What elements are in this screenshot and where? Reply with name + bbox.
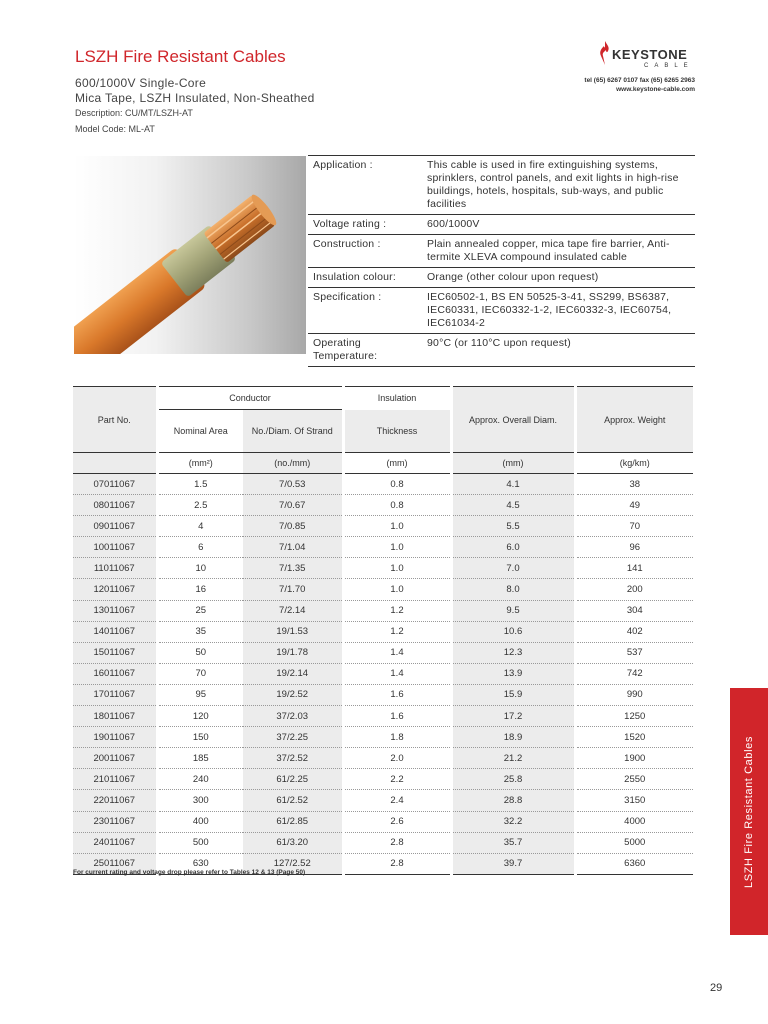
part-no-cell: 24011067 bbox=[73, 832, 157, 853]
overall-diam-cell: 35.7 bbox=[451, 832, 575, 853]
page-title: LSZH Fire Resistant Cables bbox=[75, 47, 286, 66]
weight-cell: 2550 bbox=[575, 769, 693, 790]
weight-cell: 1250 bbox=[575, 706, 693, 727]
spec-value: Plain annealed copper, mica tape fire barrier, Anti-termite XLEVA compound insulated cable bbox=[427, 238, 670, 263]
strand-cell: 7/1.35 bbox=[243, 558, 343, 579]
table-row bbox=[73, 706, 693, 727]
model-code: Model Code: ML-AT bbox=[75, 124, 155, 134]
overall-diam-cell: 28.8 bbox=[451, 790, 575, 811]
spec-value: IEC60502-1, BS EN 50525-3-41, SS299, BS6387, IEC60331, IEC60332-1-2, IEC60332-3, IEC60754, IEC61034-2 bbox=[427, 291, 672, 329]
unit-weight: (kg/km) bbox=[575, 453, 693, 474]
spec-row bbox=[308, 156, 695, 215]
weight-cell: 200 bbox=[575, 579, 693, 600]
part-no-cell: 09011067 bbox=[73, 516, 157, 537]
overall-diam-cell: 18.9 bbox=[451, 727, 575, 748]
nominal-area-cell: 300 bbox=[157, 790, 243, 811]
thickness-cell: 2.2 bbox=[343, 769, 451, 790]
overall-diam-cell: 7.0 bbox=[451, 558, 575, 579]
thickness-cell: 1.8 bbox=[343, 727, 451, 748]
weight-cell: 4000 bbox=[575, 811, 693, 832]
weight-cell: 96 bbox=[575, 537, 693, 558]
weight-cell: 304 bbox=[575, 600, 693, 621]
strand-cell: 37/2.03 bbox=[243, 706, 343, 727]
cable-data-table bbox=[73, 386, 693, 875]
unit-overall-diam: (mm) bbox=[451, 453, 575, 474]
contact-website: www.keystone-cable.com bbox=[616, 86, 695, 93]
strand-cell: 7/2.14 bbox=[243, 600, 343, 621]
table-row bbox=[73, 663, 693, 684]
table-row bbox=[73, 811, 693, 832]
table-row bbox=[73, 748, 693, 769]
overall-diam-cell: 15.9 bbox=[451, 684, 575, 705]
table-row bbox=[73, 642, 693, 663]
spec-label: Construction : bbox=[313, 238, 381, 250]
nominal-area-cell: 25 bbox=[157, 600, 243, 621]
strand-cell: 61/3.20 bbox=[243, 832, 343, 853]
subtitle-voltage: 600/1000V Single-Core bbox=[75, 76, 207, 90]
overall-diam-cell: 39.7 bbox=[451, 853, 575, 874]
nominal-area-cell: 185 bbox=[157, 748, 243, 769]
spec-value: 90°C (or 110°C upon request) bbox=[427, 337, 571, 349]
nominal-area-cell: 240 bbox=[157, 769, 243, 790]
spec-row bbox=[308, 288, 695, 334]
overall-diam-cell: 4.1 bbox=[451, 474, 575, 495]
strand-cell: 7/1.70 bbox=[243, 579, 343, 600]
strand-cell: 19/2.14 bbox=[243, 663, 343, 684]
thickness-cell: 1.6 bbox=[343, 706, 451, 727]
spec-row bbox=[308, 334, 695, 367]
strand-cell: 7/0.53 bbox=[243, 474, 343, 495]
table-row bbox=[73, 474, 693, 495]
flame-icon bbox=[598, 40, 612, 66]
part-no-cell: 18011067 bbox=[73, 706, 157, 727]
page-number: 29 bbox=[710, 982, 723, 994]
side-tab-label: LSZH Fire Resistant Cables bbox=[743, 736, 755, 888]
overall-diam-cell: 10.6 bbox=[451, 621, 575, 642]
nominal-area-cell: 2.5 bbox=[157, 495, 243, 516]
strand-cell: 7/0.67 bbox=[243, 495, 343, 516]
table-row bbox=[73, 600, 693, 621]
nominal-area-cell: 120 bbox=[157, 706, 243, 727]
nominal-area-cell: 150 bbox=[157, 727, 243, 748]
part-no-cell: 10011067 bbox=[73, 537, 157, 558]
part-no-cell: 07011067 bbox=[73, 474, 157, 495]
spec-row bbox=[308, 268, 695, 288]
overall-diam-cell: 6.0 bbox=[451, 537, 575, 558]
thickness-cell: 1.2 bbox=[343, 600, 451, 621]
part-no-cell: 21011067 bbox=[73, 769, 157, 790]
overall-diam-cell: 12.3 bbox=[451, 642, 575, 663]
table-body bbox=[73, 474, 693, 875]
spec-label: Voltage rating : bbox=[313, 218, 387, 230]
nominal-area-cell: 70 bbox=[157, 663, 243, 684]
nominal-area-cell: 500 bbox=[157, 832, 243, 853]
part-no-cell: 14011067 bbox=[73, 621, 157, 642]
subtitle-construction: Mica Tape, LSZH Insulated, Non-Sheathed bbox=[75, 91, 315, 105]
footnote: For current rating and voltage drop please refer to Tables 12 & 13 (Page 50) bbox=[73, 869, 306, 876]
strand-cell: 61/2.25 bbox=[243, 769, 343, 790]
part-no-cell: 08011067 bbox=[73, 495, 157, 516]
part-no-cell: 12011067 bbox=[73, 579, 157, 600]
description-code: Description: CU/MT/LSZH-AT bbox=[75, 108, 193, 118]
strand-cell: 19/2.52 bbox=[243, 684, 343, 705]
header-insulation: Insulation bbox=[343, 387, 451, 410]
overall-diam-cell: 32.2 bbox=[451, 811, 575, 832]
overall-diam-cell: 21.2 bbox=[451, 748, 575, 769]
table-row bbox=[73, 516, 693, 537]
thickness-cell: 0.8 bbox=[343, 495, 451, 516]
unit-no-diam: (no./mm) bbox=[243, 453, 343, 474]
thickness-cell: 1.4 bbox=[343, 642, 451, 663]
strand-cell: 19/1.53 bbox=[243, 621, 343, 642]
strand-cell: 61/2.85 bbox=[243, 811, 343, 832]
header-overall-diam: Approx. Overall Diam. bbox=[451, 387, 575, 453]
weight-cell: 5000 bbox=[575, 832, 693, 853]
nominal-area-cell: 6 bbox=[157, 537, 243, 558]
table-row bbox=[73, 684, 693, 705]
part-no-cell: 25011067 bbox=[73, 853, 157, 874]
header-no-diam: No./Diam. Of Strand bbox=[243, 410, 343, 453]
thickness-cell: 1.0 bbox=[343, 516, 451, 537]
weight-cell: 3150 bbox=[575, 790, 693, 811]
weight-cell: 537 bbox=[575, 642, 693, 663]
overall-diam-cell: 8.0 bbox=[451, 579, 575, 600]
part-no-cell: 11011067 bbox=[73, 558, 157, 579]
brand-name: KEYSTONE bbox=[612, 47, 688, 62]
part-no-cell: 22011067 bbox=[73, 790, 157, 811]
header-thickness: Thickness bbox=[343, 410, 451, 453]
contact-phone: tel (65) 6267 0107 fax (65) 6265 2963 bbox=[584, 77, 695, 84]
thickness-cell: 2.6 bbox=[343, 811, 451, 832]
thickness-cell: 1.0 bbox=[343, 537, 451, 558]
strand-cell: 37/2.25 bbox=[243, 727, 343, 748]
part-no-cell: 23011067 bbox=[73, 811, 157, 832]
spec-value: This cable is used in fire extinguishing systems, sprinklers, control panels, and exit lights in high-rise buildings, hotels, hospitals, sub-ways, and public facilities bbox=[427, 159, 679, 210]
strand-cell: 19/1.78 bbox=[243, 642, 343, 663]
part-no-cell: 17011067 bbox=[73, 684, 157, 705]
thickness-cell: 1.2 bbox=[343, 621, 451, 642]
strand-cell: 61/2.52 bbox=[243, 790, 343, 811]
weight-cell: 49 bbox=[575, 495, 693, 516]
spec-label: Specification : bbox=[313, 291, 382, 303]
thickness-cell: 2.4 bbox=[343, 790, 451, 811]
keystone-logo bbox=[596, 40, 696, 74]
weight-cell: 70 bbox=[575, 516, 693, 537]
thickness-cell: 1.6 bbox=[343, 684, 451, 705]
thickness-cell: 1.0 bbox=[343, 579, 451, 600]
nominal-area-cell: 630 bbox=[157, 853, 243, 874]
spec-value: 600/1000V bbox=[427, 218, 480, 230]
part-no-cell: 13011067 bbox=[73, 600, 157, 621]
nominal-area-cell: 400 bbox=[157, 811, 243, 832]
spec-row bbox=[308, 215, 695, 235]
nominal-area-cell: 35 bbox=[157, 621, 243, 642]
table-row bbox=[73, 495, 693, 516]
weight-cell: 402 bbox=[575, 621, 693, 642]
overall-diam-cell: 9.5 bbox=[451, 600, 575, 621]
nominal-area-cell: 10 bbox=[157, 558, 243, 579]
thickness-cell: 1.0 bbox=[343, 558, 451, 579]
part-no-cell: 19011067 bbox=[73, 727, 157, 748]
table-row bbox=[73, 832, 693, 853]
thickness-cell: 0.8 bbox=[343, 474, 451, 495]
spec-table bbox=[308, 155, 695, 367]
overall-diam-cell: 13.9 bbox=[451, 663, 575, 684]
weight-cell: 6360 bbox=[575, 853, 693, 874]
table-row bbox=[73, 558, 693, 579]
part-no-cell: 15011067 bbox=[73, 642, 157, 663]
part-no-cell: 16011067 bbox=[73, 663, 157, 684]
nominal-area-cell: 16 bbox=[157, 579, 243, 600]
table-row bbox=[73, 727, 693, 748]
weight-cell: 1900 bbox=[575, 748, 693, 769]
weight-cell: 742 bbox=[575, 663, 693, 684]
thickness-cell: 2.8 bbox=[343, 832, 451, 853]
spec-label: Application : bbox=[313, 159, 373, 171]
brand-sub: CABLE bbox=[644, 63, 694, 69]
weight-cell: 1520 bbox=[575, 727, 693, 748]
header-conductor: Conductor bbox=[157, 387, 343, 410]
strand-cell: 7/0.85 bbox=[243, 516, 343, 537]
part-no-cell: 20011067 bbox=[73, 748, 157, 769]
overall-diam-cell: 17.2 bbox=[451, 706, 575, 727]
weight-cell: 141 bbox=[575, 558, 693, 579]
overall-diam-cell: 5.5 bbox=[451, 516, 575, 537]
spec-label: Operating Temperature: bbox=[313, 337, 378, 362]
table-row bbox=[73, 537, 693, 558]
unit-nominal-area: (mm²) bbox=[157, 453, 243, 474]
nominal-area-cell: 1.5 bbox=[157, 474, 243, 495]
nominal-area-cell: 4 bbox=[157, 516, 243, 537]
table-row bbox=[73, 621, 693, 642]
weight-cell: 990 bbox=[575, 684, 693, 705]
table-row bbox=[73, 579, 693, 600]
contact-info bbox=[584, 76, 695, 94]
spec-value: Orange (other colour upon request) bbox=[427, 271, 599, 283]
nominal-area-cell: 50 bbox=[157, 642, 243, 663]
spec-label: Insulation colour: bbox=[313, 271, 396, 283]
thickness-cell: 2.0 bbox=[343, 748, 451, 769]
header-nominal-area: Nominal Area bbox=[157, 410, 243, 453]
unit-thickness: (mm) bbox=[343, 453, 451, 474]
thickness-cell: 1.4 bbox=[343, 663, 451, 684]
header-part-no: Part No. bbox=[73, 387, 157, 453]
cable-product-image bbox=[74, 156, 306, 354]
thickness-cell: 2.8 bbox=[343, 853, 451, 874]
nominal-area-cell: 95 bbox=[157, 684, 243, 705]
header-weight: Approx. Weight bbox=[575, 387, 693, 453]
strand-cell: 7/1.04 bbox=[243, 537, 343, 558]
weight-cell: 38 bbox=[575, 474, 693, 495]
spec-row bbox=[308, 235, 695, 268]
table-row bbox=[73, 769, 693, 790]
overall-diam-cell: 25.8 bbox=[451, 769, 575, 790]
strand-cell: 37/2.52 bbox=[243, 748, 343, 769]
overall-diam-cell: 4.5 bbox=[451, 495, 575, 516]
strand-cell: 127/2.52 bbox=[243, 853, 343, 874]
table-row bbox=[73, 790, 693, 811]
